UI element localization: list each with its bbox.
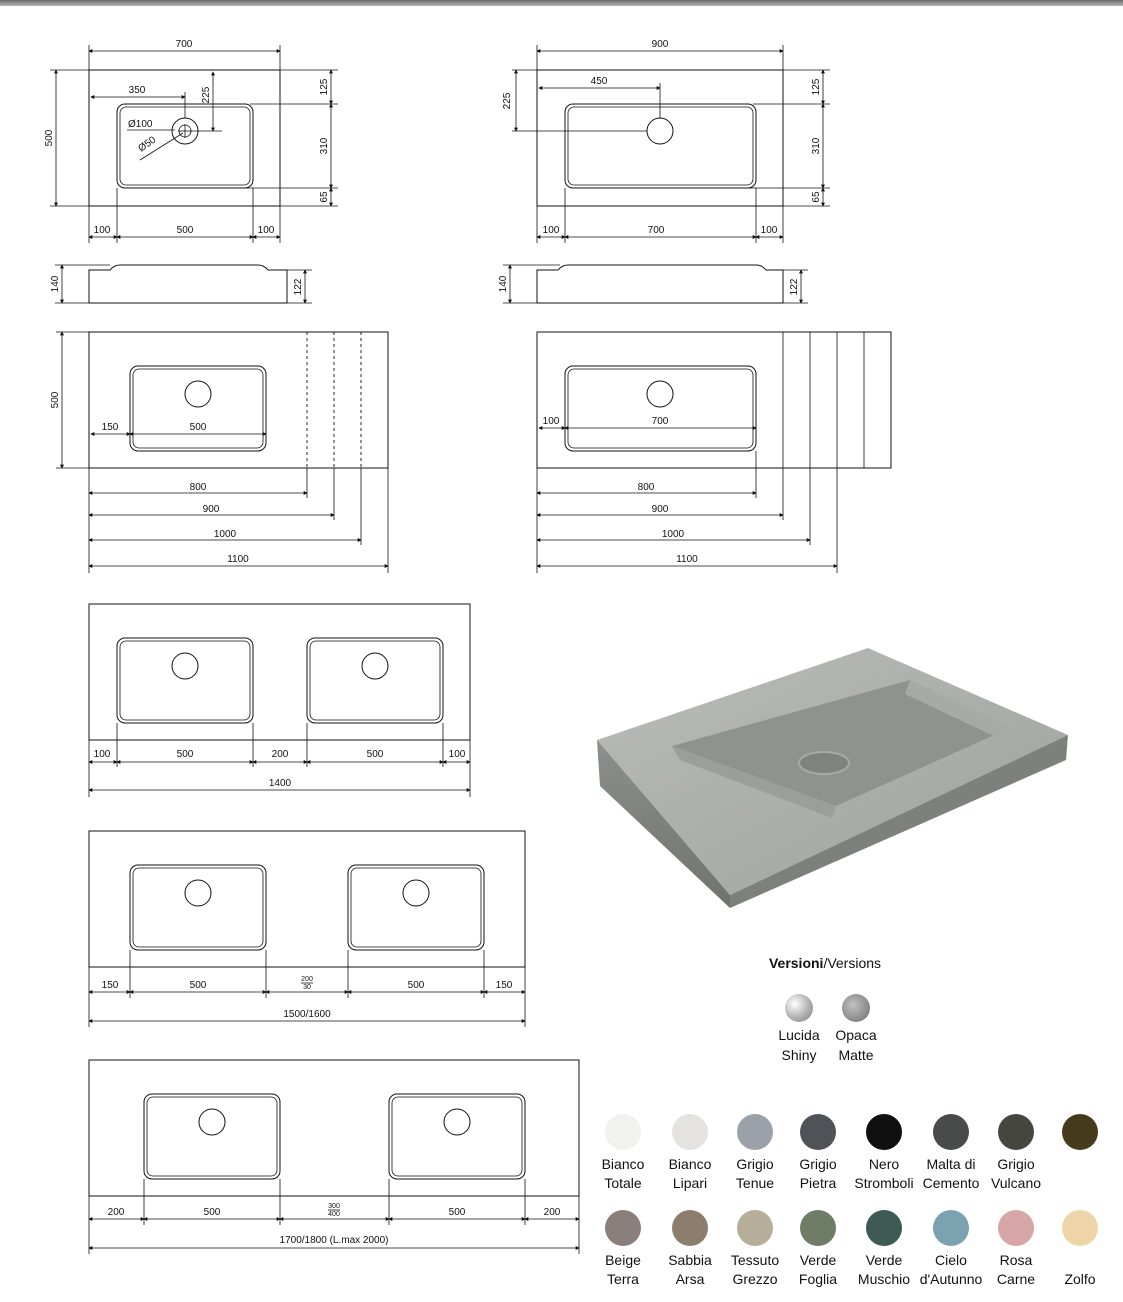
dim-100-v5b: 100 — [448, 749, 466, 760]
dim-900-a: 900 — [202, 504, 220, 515]
dim-frac-200-top: 200 — [301, 976, 313, 983]
dim-65-b: 65 — [811, 191, 822, 203]
dim-500-a: 500 — [176, 225, 194, 236]
color-dot-icon — [737, 1114, 773, 1150]
color-name-line2: Cemento — [922, 1175, 980, 1191]
color-name-line1: Verde — [799, 1252, 837, 1268]
dim-1500-1600: 1500/1600 — [283, 1009, 331, 1020]
dim-1000-b: 1000 — [661, 529, 685, 540]
dim-dia50: Ø50 — [136, 134, 159, 155]
dim-500-v3b: 500 — [189, 422, 207, 433]
color-dot-icon — [1062, 1114, 1098, 1150]
dim-1400: 1400 — [268, 778, 292, 789]
version-shiny — [769, 994, 829, 1065]
view-1500-double — [89, 831, 525, 1027]
color-name-line2 — [1041, 1174, 1119, 1193]
color-name-line1: Bianco — [601, 1156, 645, 1172]
color-dot-icon — [800, 1114, 836, 1150]
dim-1000-a: 1000 — [213, 529, 237, 540]
dim-122-b: 122 — [789, 278, 800, 296]
color-dot-icon — [672, 1210, 708, 1246]
color-name-line2: Terra — [607, 1271, 639, 1287]
color-name-line2: Zolfo — [1064, 1271, 1096, 1287]
dim-700-b: 700 — [647, 225, 665, 236]
color-dot-icon — [737, 1210, 773, 1246]
dim-700: 700 — [175, 39, 193, 50]
color-dot-icon — [1062, 1210, 1098, 1246]
color-name-line1: Rosa — [999, 1252, 1033, 1268]
color-swatch — [1041, 1210, 1119, 1289]
color-dot-icon — [933, 1210, 969, 1246]
color-dot-icon — [866, 1114, 902, 1150]
color-name-line2: Totale — [604, 1175, 642, 1191]
color-name-line2: Carne — [996, 1271, 1036, 1287]
color-name-line2: Arsa — [675, 1271, 705, 1287]
color-name-line1 — [1041, 1251, 1119, 1270]
color-name-line2: Vulcano — [990, 1175, 1042, 1191]
dim-dia100: Ø100 — [128, 119, 153, 130]
side-view-left — [50, 265, 312, 303]
dim-140-b: 140 — [498, 275, 509, 293]
view-800-1100-a — [50, 332, 388, 573]
version-label-line2: Shiny — [781, 1047, 817, 1063]
dim-310-b: 310 — [811, 137, 822, 155]
dim-1100-a: 1100 — [227, 554, 249, 565]
dim-700-v4: 700 — [651, 416, 669, 427]
color-name-line1: Verde — [865, 1252, 903, 1268]
color-dot-icon — [866, 1210, 902, 1246]
dim-500-v5b: 500 — [366, 749, 384, 760]
color-swatch — [1041, 1114, 1119, 1193]
view-800-1100-b — [537, 332, 891, 573]
dim-150-v3: 150 — [101, 422, 119, 433]
dim-500-v6b: 500 — [407, 980, 425, 991]
dim-150-v6b: 150 — [495, 980, 513, 991]
dim-350: 350 — [128, 85, 146, 96]
versions-title: Versioni/Versions — [768, 955, 882, 971]
color-name-line1: Tessuto — [730, 1252, 780, 1268]
glossy-swatch-icon — [785, 994, 813, 1022]
dim-100-c: 100 — [542, 225, 560, 236]
dim-frac-30-bottom: 30 — [303, 984, 311, 991]
dim-100-v5a: 100 — [93, 749, 111, 760]
color-name-line1: Grigio — [997, 1156, 1035, 1172]
dim-500-v6a: 500 — [189, 980, 207, 991]
color-name-line1: Nero — [868, 1156, 900, 1172]
color-dot-icon — [933, 1114, 969, 1150]
color-name-line1: Sabbia — [668, 1252, 712, 1268]
dim-500-v3: 500 — [50, 391, 61, 409]
version-label-line1: Lucida — [778, 1027, 820, 1043]
side-view-right — [498, 265, 808, 303]
color-name-line2: Muschio — [857, 1271, 911, 1287]
version-label-line1: Opaca — [835, 1027, 877, 1043]
color-name-line2: Stromboli — [854, 1175, 914, 1191]
color-name-line1: Bianco — [668, 1156, 712, 1172]
dim-800-b: 800 — [637, 482, 655, 493]
dim-150-v6a: 150 — [101, 980, 119, 991]
color-name-line1 — [1041, 1155, 1119, 1174]
dim-100-a: 100 — [93, 225, 111, 236]
sink-product-image — [597, 648, 1068, 908]
view-900-top — [502, 39, 830, 243]
dim-500-left: 500 — [44, 129, 55, 147]
dim-122: 122 — [293, 278, 304, 296]
color-name-line2: Foglia — [798, 1271, 838, 1287]
color-name-line1: Malta di — [926, 1156, 976, 1172]
dim-200-v7b: 200 — [543, 1207, 561, 1218]
dim-140: 140 — [50, 275, 61, 293]
dim-800-a: 800 — [189, 482, 207, 493]
dim-500-v5a: 500 — [176, 749, 194, 760]
dim-125-b: 125 — [811, 78, 822, 96]
dim-450: 450 — [590, 76, 608, 87]
dim-125: 125 — [319, 78, 330, 96]
dim-65: 65 — [319, 191, 330, 203]
color-dot-icon — [998, 1210, 1034, 1246]
dim-1700-1800: 1700/1800 (L.max 2000) — [279, 1235, 389, 1246]
dim-1100-b: 1100 — [676, 554, 698, 565]
matte-swatch-icon — [842, 994, 870, 1022]
color-name-line1: Cielo — [935, 1252, 967, 1268]
view-1700-double — [89, 1060, 579, 1254]
dim-100-b: 100 — [257, 225, 275, 236]
color-name-line2: Grezzo — [732, 1271, 778, 1287]
color-name-line1: Beige — [605, 1252, 641, 1268]
dim-225-b: 225 — [502, 92, 513, 110]
dim-310: 310 — [319, 137, 330, 155]
dim-200-v7a: 200 — [107, 1207, 125, 1218]
color-dot-icon — [605, 1210, 641, 1246]
dim-frac-400-bottom: 400 — [328, 1211, 340, 1218]
color-name-line2: Pietra — [799, 1175, 837, 1191]
dim-500-v7b: 500 — [448, 1207, 466, 1218]
dim-100-v4: 100 — [542, 416, 560, 427]
view-700-top — [44, 39, 338, 243]
color-name-line1: Grigio — [799, 1156, 837, 1172]
dim-200-v5: 200 — [271, 749, 289, 760]
color-dot-icon — [800, 1210, 836, 1246]
view-1400-double — [89, 604, 470, 797]
dim-900: 900 — [651, 39, 669, 50]
version-label-line2: Matte — [838, 1047, 874, 1063]
dim-500-v7a: 500 — [203, 1207, 221, 1218]
dim-frac-300-top: 300 — [328, 1203, 340, 1210]
color-dot-icon — [998, 1114, 1034, 1150]
color-name-line2: d'Autunno — [919, 1271, 983, 1287]
version-matte — [826, 994, 886, 1065]
color-dot-icon — [672, 1114, 708, 1150]
color-name-line1: Grigio — [736, 1156, 774, 1172]
color-dot-icon — [605, 1114, 641, 1150]
color-name-line2: Lipari — [672, 1175, 708, 1191]
dim-900-b: 900 — [651, 504, 669, 515]
color-name-line2: Tenue — [735, 1175, 775, 1191]
dim-100-d: 100 — [760, 225, 778, 236]
dim-225: 225 — [201, 86, 212, 104]
